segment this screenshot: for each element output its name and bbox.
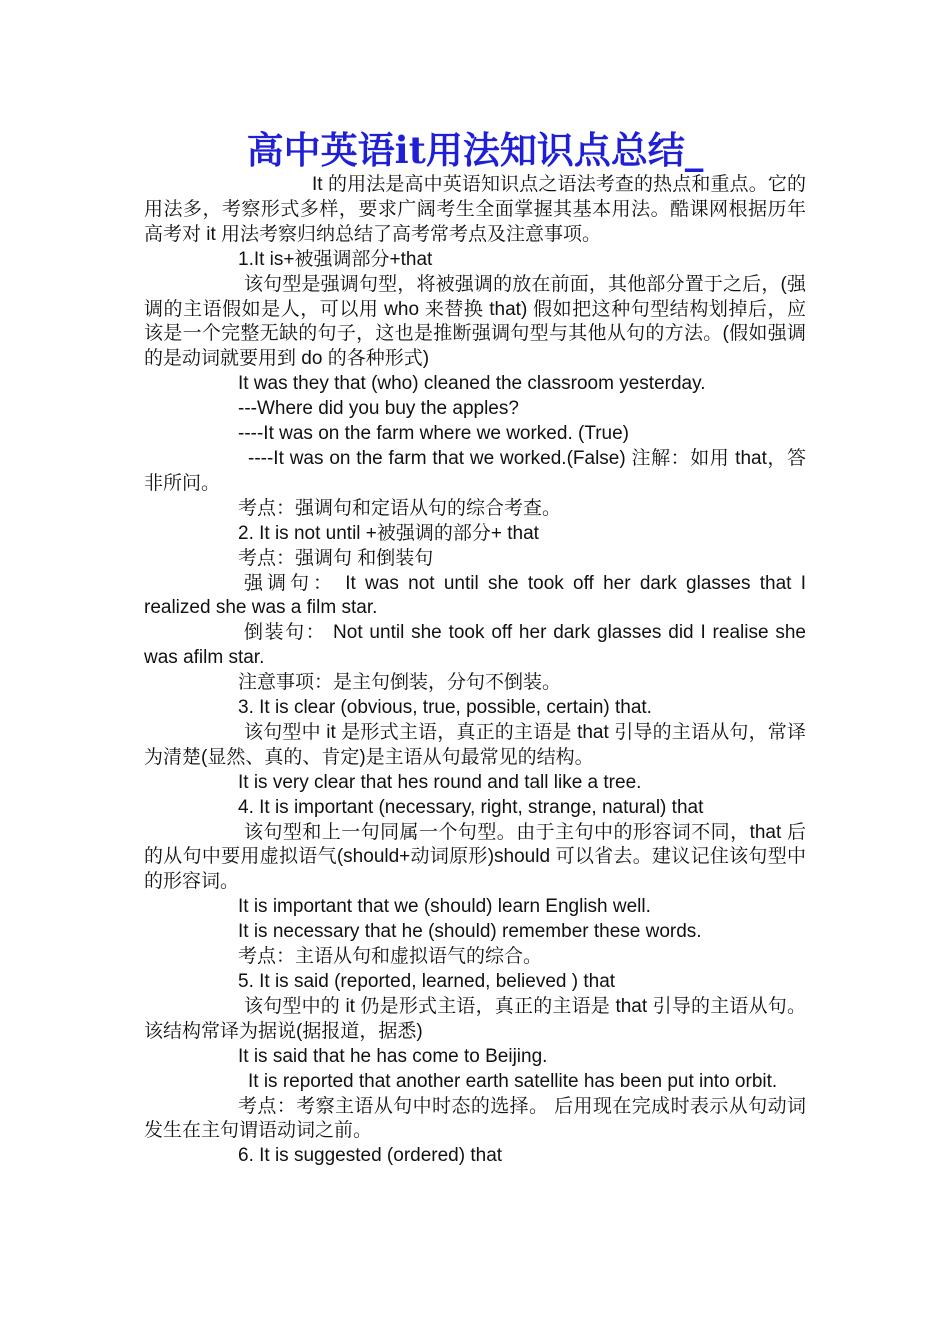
example-sentence: It is important that we (should) learn English well. xyxy=(238,896,651,918)
example-sentence: ----It was on the farm where we worked. (True) xyxy=(238,423,630,445)
section-2-heading: 2. It is not until +被强调的部分+ that xyxy=(238,522,539,544)
section-5-explanation: 该句型中的 it 仍是形式主语，真正的主语是 that 引导的主语从句。该结构常译为据说(据报道，据悉) xyxy=(144,995,806,1042)
section-4-explanation: 该句型和上一句同属一个句型。由于主句中的形容词不同，that 后的从句中要用虚拟语气(should+动词原形)should 可以省去。建议记住该句型中的形容词。 xyxy=(144,821,806,893)
exam-point: 考点：强调句和定语从句的综合考查。 xyxy=(238,497,562,519)
section-4-heading: 4. It is important (necessary, right, strange, natural) that xyxy=(238,796,704,818)
note: 注意事项：是主句倒装，分句不倒装。 xyxy=(238,672,562,694)
section-1-heading: 1.It is+被强调部分+that xyxy=(238,248,433,270)
example-sentence: 强调句： It was not until she took off her dark glasses that I realized she was a film star. xyxy=(144,572,806,619)
document-body xyxy=(144,173,806,1169)
example-sentence: ---Where did you buy the apples? xyxy=(238,398,519,420)
intro-paragraph: It 的用法是高中英语知识点之语法考查的热点和重点。它的用法多，考察形式多样，要求广阔考生全面掌握其基本用法。酷课网根据历年高考对 it 用法考察归纳总结了高考常考点及注意事项。 xyxy=(144,174,806,245)
example-sentence: It is necessary that he (should) remember these words. xyxy=(238,921,702,943)
example-sentence: 倒装句： Not until she took off her dark glasses did I realise she was afilm star. xyxy=(144,622,806,669)
example-sentence: It is reported that another earth satellite has been put into orbit. xyxy=(248,1070,778,1092)
example-sentence-note: ----It was on the farm that we worked.(False) 注解：如用 that，答非所问。 xyxy=(144,447,806,494)
section-1-explanation: 该句型是强调句型，将被强调的放在前面，其他部分置于之后，(强调的主语假如是人，可以用 who 来替换 that) 假如把这种句型结构划掉后，应该是一个完整无缺的句子，这也是推断强调句型与其他从句的方法。(假如强调的是动词就要用到 do 的各种形式) xyxy=(144,273,806,370)
exam-point: 考点：强调句 和倒装句 xyxy=(238,547,434,569)
section-3-heading: 3. It is clear (obvious, true, possible, certain) that. xyxy=(238,697,652,719)
example-sentence: It is very clear that hes round and tall like a tree. xyxy=(238,771,642,793)
exam-point: 考点：主语从句和虚拟语气的综合。 xyxy=(238,946,543,968)
example-sentence: It is said that he has come to Beijing. xyxy=(238,1045,548,1067)
section-3-explanation: 该句型中 it 是形式主语，真正的主语是 that 引导的主语从句，常译为清楚(显然、真的、肯定)是主语从句最常见的结构。 xyxy=(144,721,806,768)
example-sentence: It was they that (who) cleaned the classroom yesterday. xyxy=(238,373,706,395)
section-5-heading: 5. It is said (reported, learned, believed ) that xyxy=(238,971,616,992)
exam-point: 考点：考察主语从句中时态的选择。 后用现在完成时表示从句动词发生在主句谓语动词之前。 xyxy=(144,1095,806,1142)
document-title: 高中英语it用法知识点总结_ xyxy=(246,128,704,172)
section-6-heading: 6. It is suggested (ordered) that xyxy=(238,1145,503,1167)
